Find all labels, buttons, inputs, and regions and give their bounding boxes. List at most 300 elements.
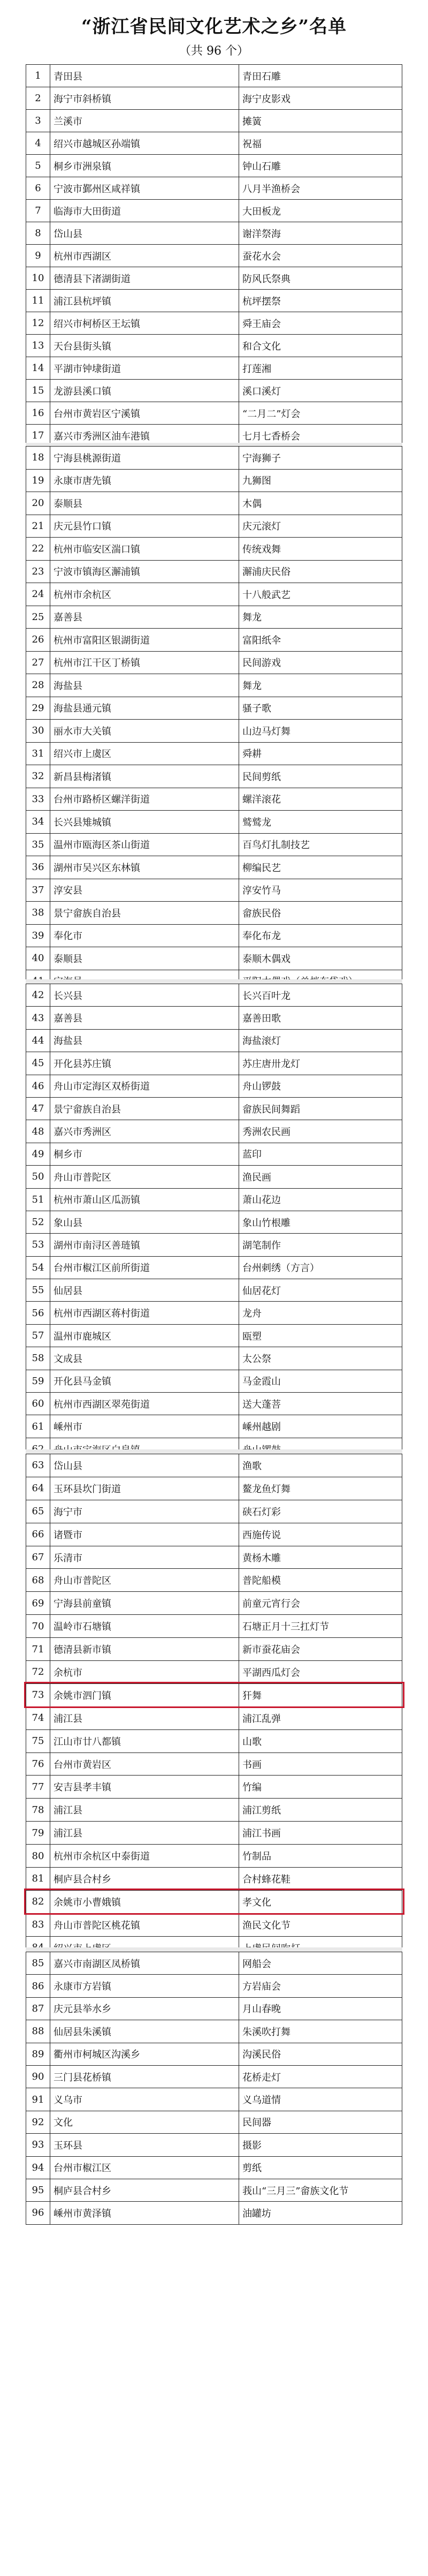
art-form: 七月七香桥会 (239, 425, 402, 447)
table-row (26, 1120, 402, 1143)
art-form: 龙舟 (239, 1302, 402, 1324)
table-row (26, 1370, 402, 1392)
art-form: 富阳纸伞 (239, 629, 402, 652)
row-number: 49 (26, 1143, 50, 1165)
place-name: 嘉兴市南湖区凤桥镇 (50, 1952, 239, 1975)
place-name: 湖州市南浔区善琏镇 (50, 1234, 239, 1256)
art-form: 螺洋滚花 (239, 788, 402, 811)
place-name: 海宁市斜桥镇 (50, 87, 239, 110)
table-row (26, 402, 402, 425)
page-edge (26, 979, 402, 984)
art-form: 苏庄唐卅龙灯 (239, 1052, 402, 1075)
place-name: 温岭市石塘镇 (50, 1615, 239, 1638)
table-row (26, 1546, 402, 1569)
art-form: 十八般武艺 (239, 583, 402, 606)
place-name: 杭州市西湖区翠苑街道 (50, 1393, 239, 1415)
art-form: 海宁皮影戏 (239, 87, 402, 110)
place-name: 文成县 (50, 1347, 239, 1370)
row-number: 25 (26, 606, 50, 629)
row-number: 32 (26, 765, 50, 788)
list-table (26, 64, 402, 447)
row-number: 45 (26, 1052, 50, 1075)
place-name: 杭州市江干区丁桥镇 (50, 651, 239, 674)
place-name: 桐庐县合村乡 (50, 2179, 239, 2201)
row-number: 66 (26, 1523, 50, 1546)
table-row (26, 1729, 402, 1752)
table-row (26, 2088, 402, 2111)
table-row (26, 155, 402, 177)
art-form: 舞龙 (239, 606, 402, 629)
table-row (26, 177, 402, 200)
art-form: 渔民画 (239, 1166, 402, 1188)
place-name: 乐清市 (50, 1546, 239, 1569)
row-number: 50 (26, 1166, 50, 1188)
row-number: 38 (26, 902, 50, 925)
row-number: 5 (26, 155, 50, 177)
art-form: 溪口溪灯 (239, 380, 402, 402)
place-name: 舟山市普陀区 (50, 1166, 239, 1188)
table-row (26, 902, 402, 925)
place-name: 诸暨市 (50, 1523, 239, 1546)
art-form: 民间游戏 (239, 651, 402, 674)
table-row (26, 811, 402, 834)
place-name: 杭州市临安区湍口镇 (50, 538, 239, 561)
place-name: 淳安县 (50, 879, 239, 902)
row-number: 76 (26, 1752, 50, 1776)
table-row (26, 335, 402, 357)
art-form: 竹编 (239, 1776, 402, 1799)
art-form: 鹫鹫龙 (239, 811, 402, 834)
art-form: 前童元宵行会 (239, 1592, 402, 1615)
row-number: 80 (26, 1845, 50, 1868)
place-name: 杭州市余杭区中泰街道 (50, 1845, 239, 1868)
art-form: 长兴百叶龙 (239, 984, 402, 1007)
place-name: 浦江县 (50, 1706, 239, 1729)
row-number: 26 (26, 629, 50, 652)
row-number: 90 (26, 2065, 50, 2088)
list-table (26, 1952, 402, 2225)
place-name: 温州市瓯海区茶山街道 (50, 833, 239, 856)
art-form: 舞龙 (239, 674, 402, 697)
row-number: 53 (26, 1234, 50, 1256)
place-name: 仙居县朱溪镇 (50, 2020, 239, 2043)
art-form: 浦江乱弹 (239, 1706, 402, 1729)
table-row (26, 469, 402, 492)
place-name: 景宁畲族自治县 (50, 1097, 239, 1120)
table-row (26, 720, 402, 743)
row-number: 10 (26, 267, 50, 290)
table-row (26, 380, 402, 402)
table-row (26, 1143, 402, 1165)
art-form: 防风氏祭典 (239, 267, 402, 290)
art-form: 渔歌 (239, 1454, 402, 1477)
place-name: 玉环县坎门街道 (50, 1477, 239, 1500)
table-row (26, 629, 402, 652)
row-number: 71 (26, 1638, 50, 1661)
row-number: 7 (26, 200, 50, 222)
art-form: 送大蓬菩 (239, 1393, 402, 1415)
place-name: 玉环县 (50, 2134, 239, 2156)
place-name: 杭州市余杭区 (50, 583, 239, 606)
list-page-2 (26, 446, 402, 993)
place-name: 余姚市泗门镇 (50, 1683, 239, 1706)
art-form: 青田石雕 (239, 65, 402, 87)
table-row (26, 1477, 402, 1500)
table-row (26, 1075, 402, 1097)
art-form: 庆元滚灯 (239, 515, 402, 538)
art-form: 澥浦庆民俗 (239, 560, 402, 583)
table-row (26, 1868, 402, 1891)
place-name: 开化县苏庄镇 (50, 1052, 239, 1075)
table-row (26, 1799, 402, 1822)
table-row (26, 1211, 402, 1233)
row-number: 74 (26, 1706, 50, 1729)
place-name: 青田县 (50, 65, 239, 87)
row-number: 11 (26, 290, 50, 312)
table-row (26, 1347, 402, 1370)
row-number: 22 (26, 538, 50, 561)
art-form: 蚕花水会 (239, 245, 402, 267)
table-row (26, 742, 402, 765)
place-name: 长兴县雉城镇 (50, 811, 239, 834)
table-row (26, 290, 402, 312)
place-name: 嘉善县 (50, 606, 239, 629)
row-number: 28 (26, 674, 50, 697)
place-name: 杭州市萧山区瓜沥镇 (50, 1188, 239, 1211)
art-form: 合村蜂花鞋 (239, 1868, 402, 1891)
place-name: 文化 (50, 2111, 239, 2133)
row-number: 20 (26, 492, 50, 515)
table-row (26, 833, 402, 856)
art-form: 杭坪摆祭 (239, 290, 402, 312)
art-form: 畲族民间舞蹈 (239, 1097, 402, 1120)
table-row (26, 1592, 402, 1615)
table-row (26, 357, 402, 380)
table-row (26, 515, 402, 538)
place-name: 岱山县 (50, 222, 239, 245)
table-row (26, 87, 402, 110)
row-number: 70 (26, 1615, 50, 1638)
place-name: 泰顺县 (50, 947, 239, 970)
place-name: 永康市唐先镇 (50, 469, 239, 492)
row-number: 78 (26, 1799, 50, 1822)
row-number: 83 (26, 1913, 50, 1936)
table-row (26, 924, 402, 947)
table-row (26, 1890, 402, 1913)
row-number: 14 (26, 357, 50, 380)
table-row (26, 1256, 402, 1279)
row-number: 48 (26, 1120, 50, 1143)
table-row (26, 1097, 402, 1120)
table-row (26, 1638, 402, 1661)
table-row (26, 132, 402, 155)
art-form: 民间剪纸 (239, 765, 402, 788)
art-form: 嵊州越剧 (239, 1415, 402, 1438)
table-row (26, 583, 402, 606)
art-form: 竹制品 (239, 1845, 402, 1868)
art-form: 九狮图 (239, 469, 402, 492)
row-number: 68 (26, 1569, 50, 1592)
row-number: 21 (26, 515, 50, 538)
place-name: 舟山市普陀区 (50, 1569, 239, 1592)
list-table (26, 984, 402, 1461)
place-name: 宁波市镇海区澥浦镇 (50, 560, 239, 583)
place-name: 德清县下渚湖街道 (50, 267, 239, 290)
row-number: 88 (26, 2020, 50, 2043)
table-row (26, 1683, 402, 1706)
row-number: 36 (26, 856, 50, 879)
document-subtitle: （共 96 个） (179, 44, 249, 58)
table-row (26, 447, 402, 470)
table-row (26, 788, 402, 811)
place-name: 余杭市 (50, 1661, 239, 1684)
art-form: 莪山“三月三”畲族文化节 (239, 2179, 402, 2201)
row-number: 17 (26, 425, 50, 447)
place-name: 新昌县梅渚镇 (50, 765, 239, 788)
page-edge (26, 1947, 402, 1952)
row-number: 58 (26, 1347, 50, 1370)
row-number: 75 (26, 1729, 50, 1752)
table-row (26, 1661, 402, 1684)
place-name: 江山市廿八都镇 (50, 1729, 239, 1752)
art-form: 八月半渔桥会 (239, 177, 402, 200)
table-row (26, 1324, 402, 1347)
table-row (26, 110, 402, 132)
place-name: 舟山市定海区双桥街道 (50, 1075, 239, 1097)
table-row (26, 606, 402, 629)
table-row (26, 2202, 402, 2224)
row-number: 79 (26, 1822, 50, 1845)
table-row (26, 1188, 402, 1211)
place-name: 平湖市钟埭街道 (50, 357, 239, 380)
row-number: 82 (26, 1890, 50, 1913)
row-number: 64 (26, 1477, 50, 1500)
place-name: 龙游县溪口镇 (50, 380, 239, 402)
place-name: 桐乡市 (50, 1143, 239, 1165)
place-name: 义乌市 (50, 2088, 239, 2111)
art-form: 朱溪吹打舞 (239, 2020, 402, 2043)
table-row (26, 1029, 402, 1052)
place-name: 长兴县 (50, 984, 239, 1007)
row-number: 18 (26, 447, 50, 470)
table-row (26, 1393, 402, 1415)
art-form: 瓯塑 (239, 1324, 402, 1347)
table-row (26, 65, 402, 87)
table-row (26, 1523, 402, 1546)
place-name: 台州市椒江区 (50, 2156, 239, 2179)
art-form: 舜耕 (239, 742, 402, 765)
art-form: 书画 (239, 1752, 402, 1776)
row-number: 16 (26, 402, 50, 425)
place-name: 浦江县 (50, 1799, 239, 1822)
table-row (26, 538, 402, 561)
row-number: 8 (26, 222, 50, 245)
place-name: 仙居县 (50, 1279, 239, 1302)
place-name: 永康市方岩镇 (50, 1975, 239, 1997)
place-name: 海盐县 (50, 674, 239, 697)
art-form: 骚子歌 (239, 697, 402, 720)
table-row (26, 492, 402, 515)
place-name: 兰溪市 (50, 110, 239, 132)
place-name: 三门县花桥镇 (50, 2065, 239, 2088)
table-row (26, 1302, 402, 1324)
table-row (26, 1615, 402, 1638)
row-number: 35 (26, 833, 50, 856)
place-name: 杭州市西湖区蒋村街道 (50, 1302, 239, 1324)
place-name: 海盐县通元镇 (50, 697, 239, 720)
place-name: 德清县新市镇 (50, 1638, 239, 1661)
place-name: 庆元县竹口镇 (50, 515, 239, 538)
row-number: 33 (26, 788, 50, 811)
art-form: 新市蚕花庙会 (239, 1638, 402, 1661)
row-number: 56 (26, 1302, 50, 1324)
table-row (26, 1569, 402, 1592)
place-name: 台州市黄岩区 (50, 1752, 239, 1776)
place-name: 奉化市 (50, 924, 239, 947)
place-name: 嘉善县 (50, 1007, 239, 1029)
art-form: 义乌道情 (239, 2088, 402, 2111)
row-number: 19 (26, 469, 50, 492)
art-form: “二月二”灯会 (239, 402, 402, 425)
art-form: 和合文化 (239, 335, 402, 357)
table-row (26, 1776, 402, 1799)
row-number: 69 (26, 1592, 50, 1615)
art-form: 鳌龙鱼灯舞 (239, 1477, 402, 1500)
place-name: 台州市黄岩区宁溪镇 (50, 402, 239, 425)
art-form: 嘉善田歌 (239, 1007, 402, 1029)
place-name: 温州市鹿城区 (50, 1324, 239, 1347)
place-name: 浦江县杭坪镇 (50, 290, 239, 312)
art-form: 沟溪民俗 (239, 2043, 402, 2065)
place-name: 景宁畲族自治县 (50, 902, 239, 925)
art-form: 方岩庙会 (239, 1975, 402, 1997)
row-number: 72 (26, 1661, 50, 1684)
art-form: 蓝印 (239, 1143, 402, 1165)
row-number: 89 (26, 2043, 50, 2065)
table-row (26, 1454, 402, 1477)
row-number: 39 (26, 924, 50, 947)
art-form: 平湖西瓜灯会 (239, 1661, 402, 1684)
row-number: 59 (26, 1370, 50, 1392)
row-number: 61 (26, 1415, 50, 1438)
art-form: 柳编民艺 (239, 856, 402, 879)
art-form: 钟山石雕 (239, 155, 402, 177)
art-form: 山歌 (239, 1729, 402, 1752)
row-number: 9 (26, 245, 50, 267)
table-row (26, 1975, 402, 1997)
list-page-3 (26, 984, 402, 1461)
row-number: 96 (26, 2202, 50, 2224)
table-row (26, 2065, 402, 2088)
art-form: 木偶 (239, 492, 402, 515)
row-number: 60 (26, 1393, 50, 1415)
place-name: 嘉兴市秀洲区油车港镇 (50, 425, 239, 447)
list-page-1 (26, 64, 402, 447)
art-form: 畲族民俗 (239, 902, 402, 925)
table-row (26, 984, 402, 1007)
art-form: 大田板龙 (239, 200, 402, 222)
art-form: 百鸟灯扎制技艺 (239, 833, 402, 856)
art-form: 摊簧 (239, 110, 402, 132)
row-number: 44 (26, 1029, 50, 1052)
place-name: 台州市路桥区螺洋街道 (50, 788, 239, 811)
row-number: 29 (26, 697, 50, 720)
row-number: 31 (26, 742, 50, 765)
art-form: 台州刺绣（方言） (239, 1256, 402, 1279)
row-number: 81 (26, 1868, 50, 1891)
place-name: 余姚市小曹娥镇 (50, 1890, 239, 1913)
table-row (26, 697, 402, 720)
art-form: 花桥走灯 (239, 2065, 402, 2088)
art-form: 油罐坊 (239, 2202, 402, 2224)
place-name: 海宁市 (50, 1500, 239, 1523)
row-number: 40 (26, 947, 50, 970)
art-form: 黄杨木雕 (239, 1546, 402, 1569)
row-number: 43 (26, 1007, 50, 1029)
row-number: 87 (26, 1997, 50, 2020)
row-number: 47 (26, 1097, 50, 1120)
art-form: 舜王庙会 (239, 312, 402, 335)
table-row (26, 1415, 402, 1438)
table-row (26, 1166, 402, 1188)
place-name: 泰顺县 (50, 492, 239, 515)
table-row (26, 2179, 402, 2201)
document-title: “浙江省民间文化艺术之乡”名单 (81, 16, 347, 37)
art-form: 浦江剪纸 (239, 1799, 402, 1822)
art-form: 祝福 (239, 132, 402, 155)
art-form: 传统戏舞 (239, 538, 402, 561)
row-number: 23 (26, 560, 50, 583)
row-number: 92 (26, 2111, 50, 2133)
table-row (26, 1500, 402, 1523)
table-row (26, 267, 402, 290)
row-number: 52 (26, 1211, 50, 1233)
place-name: 嘉兴市秀洲区 (50, 1120, 239, 1143)
place-name: 宁海县前童镇 (50, 1592, 239, 1615)
table-row (26, 1997, 402, 2020)
table-row (26, 947, 402, 970)
art-form: 舟山锣鼓 (239, 1075, 402, 1097)
row-number: 12 (26, 312, 50, 335)
place-name: 安吉县孝丰镇 (50, 1776, 239, 1799)
row-number: 67 (26, 1546, 50, 1569)
row-number: 85 (26, 1952, 50, 1975)
art-form: 摄影 (239, 2134, 402, 2156)
place-name: 开化县马金镇 (50, 1370, 239, 1392)
art-form: 谢洋祭海 (239, 222, 402, 245)
row-number: 34 (26, 811, 50, 834)
place-name: 丽水市大关镇 (50, 720, 239, 743)
row-number: 54 (26, 1256, 50, 1279)
row-number: 65 (26, 1500, 50, 1523)
table-row (26, 312, 402, 335)
art-form: 仙居花灯 (239, 1279, 402, 1302)
place-name: 岱山县 (50, 1454, 239, 1477)
row-number: 1 (26, 65, 50, 87)
table-row (26, 1279, 402, 1302)
table-row (26, 1706, 402, 1729)
place-name: 桐庐县合村乡 (50, 1868, 239, 1891)
table-row (26, 651, 402, 674)
art-form: 硖石灯彩 (239, 1500, 402, 1523)
art-form: 石塘正月十三扛灯节 (239, 1615, 402, 1638)
table-row (26, 2134, 402, 2156)
table-row (26, 856, 402, 879)
table-row (26, 1052, 402, 1075)
row-number: 93 (26, 2134, 50, 2156)
art-form: 萧山花边 (239, 1188, 402, 1211)
row-number: 55 (26, 1279, 50, 1302)
